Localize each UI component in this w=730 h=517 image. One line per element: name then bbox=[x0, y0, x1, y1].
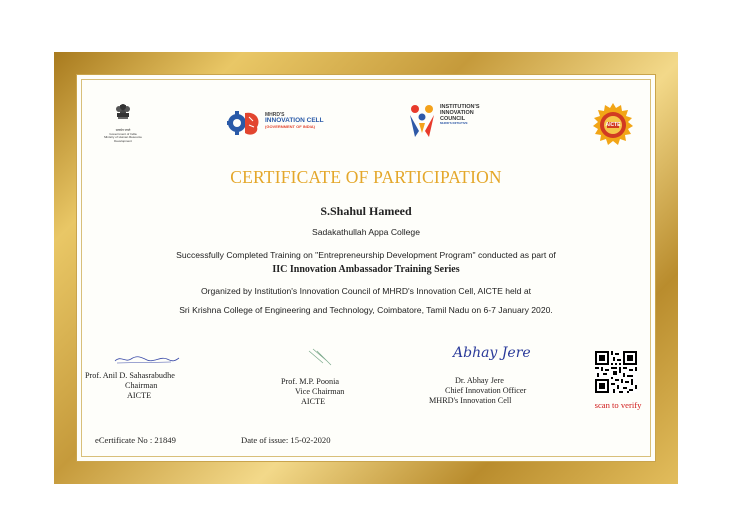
recipient-name: S.Shahul Hameed bbox=[320, 204, 412, 218]
aicte-logo bbox=[591, 103, 635, 147]
signatory-name: Dr. Abhay Jere bbox=[455, 376, 504, 385]
signature-image bbox=[111, 351, 181, 367]
iic-line2: INNOVATION bbox=[440, 109, 474, 116]
date-of-issue: Date of issue: 15-02-2020 bbox=[241, 435, 331, 445]
ministry-line: Government of India bbox=[109, 131, 137, 136]
mhrd-line1: MHRD'S bbox=[265, 112, 285, 118]
recipient-college: Sadakathullah Appa College bbox=[312, 227, 420, 237]
signatory-org: AICTE bbox=[127, 390, 152, 400]
organized-line: Organized by Institution's Innovation Council of MHRD's Innovation Cell, AICTE held at bbox=[200, 286, 531, 296]
signatory-name: Prof. Anil D. Sahasrabudhe bbox=[85, 371, 175, 380]
aicte-seal-label: AICTE bbox=[605, 122, 621, 128]
iic-line3: COUNCIL bbox=[440, 115, 466, 122]
iic-line4: MHRD'S INITIATIVE bbox=[440, 121, 468, 126]
signatory-role: Chief Innovation Officer bbox=[445, 385, 527, 395]
ministry-logo bbox=[103, 103, 143, 143]
mhrd-line2: INNOVATION CELL bbox=[265, 117, 324, 125]
certificate-title: CERTIFICATE OF PARTICIPATION bbox=[230, 167, 502, 187]
people-icon bbox=[407, 103, 437, 139]
signature-handwritten: Abhay Jere bbox=[453, 345, 531, 361]
qr-code[interactable] bbox=[595, 351, 637, 393]
series-title: IIC Innovation Ambassador Training Series bbox=[272, 264, 460, 275]
mhrd-line3: (GOVERNMENT OF INDIA) bbox=[265, 124, 315, 130]
signatory-role: Chairman bbox=[125, 380, 158, 390]
signatory-role: Vice Chairman bbox=[295, 386, 345, 396]
ecertificate-number: eCertificate No : 21849 bbox=[95, 435, 176, 445]
signatory-block bbox=[85, 371, 215, 401]
signatory-name: Prof. M.P. Poonia bbox=[281, 377, 340, 386]
certificate-body bbox=[76, 74, 656, 462]
brain-gear-icon bbox=[227, 107, 261, 139]
training-line: Successfully Completed Training on "Entrepreneurship Development Program" conducted as part of bbox=[176, 250, 556, 260]
mhrd-innovation-cell-logo bbox=[227, 107, 347, 141]
venue-line: Sri Krishna College of Engineering and Technology, Coimbatore, Tamil Nadu on 6-7 January 2020. bbox=[179, 305, 553, 315]
signatory-org: AICTE bbox=[301, 396, 326, 406]
signatory-block bbox=[281, 377, 401, 407]
signatory-org: MHRD's Innovation Cell bbox=[429, 395, 512, 405]
signature-image bbox=[305, 347, 335, 369]
iic-logo bbox=[407, 103, 517, 143]
certificate-frame bbox=[54, 52, 678, 484]
ministry-line: सत्यमेव जयते bbox=[115, 128, 131, 132]
iic-line1: INSTITUTION'S bbox=[440, 104, 480, 110]
ministry-line: Development bbox=[114, 138, 132, 143]
emblem-icon bbox=[114, 103, 132, 129]
qr-caption: scan to verify bbox=[594, 400, 642, 410]
ministry-line: Ministry of Human Resource bbox=[104, 135, 142, 140]
signatory-block bbox=[429, 376, 579, 406]
